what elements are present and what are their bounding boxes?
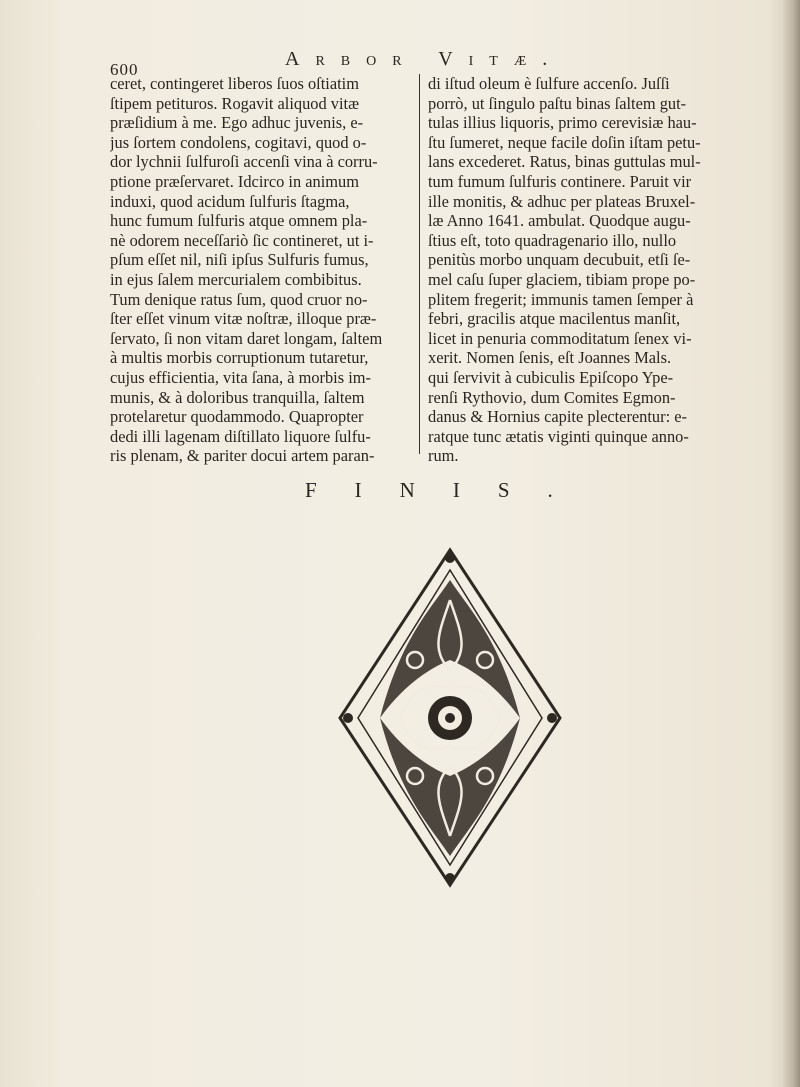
text-line: ratque tunc ætatis viginti quinque anno- <box>428 426 689 446</box>
running-title: Arbor Vitæ. <box>285 48 564 70</box>
text-line: febri, gracilis atque macilentus manſit, <box>428 309 681 329</box>
text-line: jus ſortem condolens, cogitavi, quod o- <box>110 132 367 152</box>
text-line: di iſtud oleum è ſulfure accenſo. Juſſi <box>428 74 670 93</box>
page-number: 600 <box>110 60 139 79</box>
text-line: ſter eſſet vinum vitæ noſtræ, illoque præ- <box>110 309 377 329</box>
text-line: ſtu ſumeret, neque facile doſin iſtam petu- <box>428 132 701 152</box>
text-line: tum fumum ſulfuris continere. Paruit vir <box>428 171 692 191</box>
text-line: danus & Hornius capite plecterentur: e- <box>428 407 687 427</box>
text-line: munis, & à doloribus tranquilla, ſaltem <box>110 387 365 407</box>
text-line: induxi, quod acidum ſulfuris ſtagma, <box>110 191 350 211</box>
text-line: dedi illi lagenam diſtillato liquore ſulfu- <box>110 426 371 446</box>
text-line: ſtipem petituros. Rogavit aliquod vitæ <box>110 93 360 113</box>
text-line: ſervato, ſi non vitam daret longam, ſaltem <box>110 328 383 348</box>
text-line: protelaretur quodammodo. Quapropter <box>110 407 364 427</box>
text-line: dor lychnii ſulfuroſi accenſi vina à corru- <box>110 152 378 172</box>
text-line: mel caſu ſuper glaciem, tibiam prope po- <box>428 269 696 289</box>
text-line: Tum denique ratus ſum, quod cruor no- <box>110 289 368 309</box>
text-line: renſi Rythovio, dum Comites Egmon- <box>428 387 676 407</box>
text-line: plitem fregerit; immunis tamen ſemper à <box>428 289 694 309</box>
text-line: in ejus ſalem mercurialem combibitus. <box>110 269 362 289</box>
text-line: lans excederet. Ratus, binas guttulas mul- <box>428 152 701 172</box>
text-line: pſum eſſet nil, niſi ipſus Sulfuris fumus, <box>110 250 369 270</box>
text-line: cujus efficientia, vita ſana, à morbis im- <box>110 367 371 387</box>
text-line: qui ſervivit à cubiculis Epiſcopo Ype- <box>428 367 674 387</box>
text-line: xerit. Nomen ſenis, eſt Joannes Mals. <box>428 348 672 368</box>
finis-heading: FINIS. <box>305 478 591 502</box>
text-line: licet in penuria commoditatum ſenex vi- <box>428 328 692 348</box>
text-line: ceret, contingeret liberos ſuos oſtiatim <box>110 74 359 93</box>
text-line: ille monitis, & adhuc per plateas Bruxel- <box>428 191 696 211</box>
text-line: præſidium à me. Ego adhuc juvenis, e- <box>110 113 364 133</box>
ornament-tailpiece-icon <box>330 540 570 895</box>
column-rule <box>419 74 420 454</box>
left-column <box>110 74 416 466</box>
text-line: ptione præſervaret. Idcirco in animum <box>110 171 359 191</box>
text-line: ris plenam, & pariter docui artem paran- <box>110 446 375 466</box>
text-line: læ Anno 1641. ambulat. Quodque augu- <box>428 211 691 231</box>
text-line: ſtius eſt, toto quadragenario illo, nullo <box>428 230 677 250</box>
text-line: rum. <box>428 446 459 466</box>
text-line: porrò, ut ſingulo paſtu binas ſaltem gut- <box>428 93 687 113</box>
running-head <box>110 44 730 79</box>
text-line: tulas illius liquoris, primo cerevisiæ hau- <box>428 113 697 133</box>
page-edge-shadow <box>782 0 800 1087</box>
text-line: à multis morbis corruptionum tutaretur, <box>110 348 369 368</box>
text-line: hunc fumum ſulfuris atque omnem pla- <box>110 211 368 231</box>
text-line: penitùs morbo unquam decubuit, etſi ſe- <box>428 250 691 270</box>
right-column <box>428 74 736 466</box>
text-line: nè odorem neceſſariò ſic contineret, ut i- <box>110 230 374 250</box>
